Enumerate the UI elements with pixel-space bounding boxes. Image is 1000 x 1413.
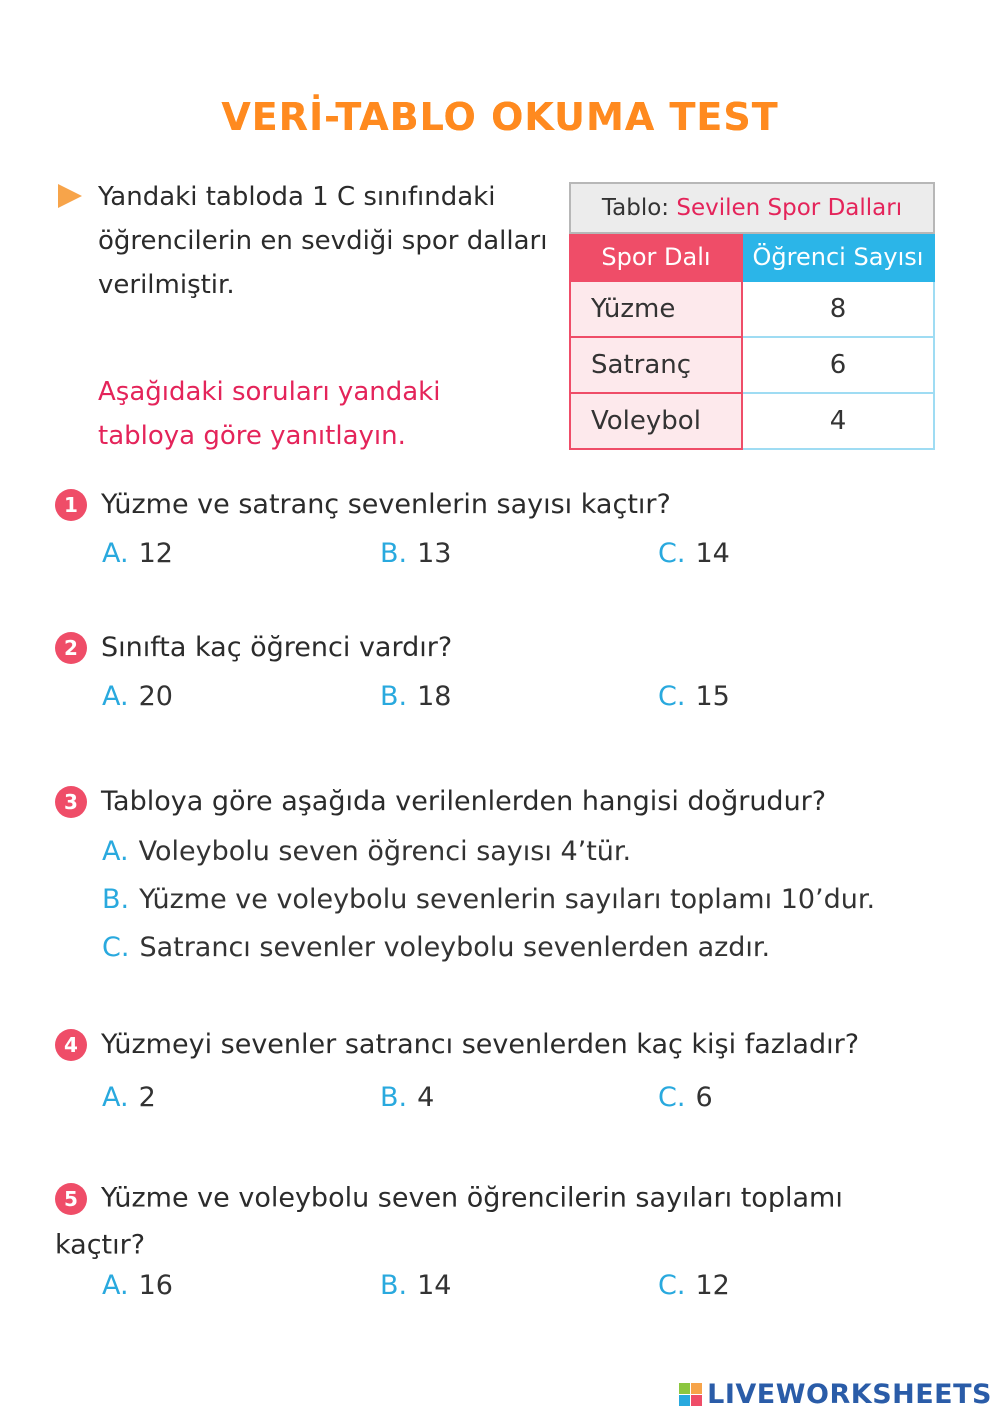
- liveworksheets-logo: [679, 1378, 992, 1408]
- question-number-badge: 2: [55, 632, 87, 664]
- intro-text: Yandaki tabloda 1 C sınıfındaki öğrencilerin en sevdiği spor dalları verilmiştir.: [98, 182, 548, 300]
- table-row: [570, 393, 934, 449]
- option-c[interactable]: C. 12: [658, 1270, 730, 1301]
- table-row: [570, 337, 934, 393]
- table-caption-title: Sevilen Spor Dalları: [676, 195, 903, 221]
- sports-table: [569, 182, 935, 450]
- instruction-text: Aşağıdaki soruları yandaki tabloya göre yanıtlayın.: [98, 377, 441, 451]
- table-cell-count: 4: [742, 393, 934, 449]
- table-cell-sport: Voleybol: [570, 393, 742, 449]
- question-number-badge: 5: [55, 1183, 87, 1215]
- question-4: [55, 1028, 859, 1061]
- option-c[interactable]: C. 14: [658, 538, 730, 569]
- question-2: [55, 631, 452, 664]
- question-3: [55, 785, 826, 818]
- option-c[interactable]: C. Satrancı sevenler voleybolu sevenlerden azdır.: [102, 932, 771, 963]
- option-b[interactable]: B. 18: [380, 681, 452, 712]
- logo-text: LIVEWORKSHEETS: [707, 1379, 992, 1410]
- table-cell-count: 8: [742, 281, 934, 337]
- question-text: Yüzme ve satranç sevenlerin sayısı kaçtır?: [101, 489, 671, 520]
- liveworksheets-logo-icon: [679, 1383, 703, 1407]
- option-b[interactable]: B. Yüzme ve voleybolu sevenlerin sayıları toplamı 10’dur.: [102, 884, 876, 915]
- table-cell-count: 6: [742, 337, 934, 393]
- question-5: [55, 1175, 875, 1268]
- option-b[interactable]: B. 14: [380, 1270, 452, 1301]
- table-header-count: Öğrenci Sayısı: [742, 233, 934, 281]
- option-a[interactable]: A. 12: [102, 538, 173, 569]
- table-caption: [570, 183, 934, 233]
- page-title: VERİ-TABLO OKUMA TEST: [221, 95, 779, 139]
- option-a[interactable]: A. 20: [102, 681, 173, 712]
- question-number-badge: 1: [55, 489, 87, 521]
- option-b[interactable]: B. 4: [380, 1082, 435, 1113]
- option-a[interactable]: A. Voleybolu seven öğrenci sayısı 4’tür.: [102, 836, 632, 867]
- option-b[interactable]: B. 13: [380, 538, 452, 569]
- table-header-sport: Spor Dalı: [570, 233, 742, 281]
- table-row: [570, 281, 934, 337]
- table-caption-prefix: Tablo:: [601, 195, 670, 221]
- table-cell-sport: Satranç: [570, 337, 742, 393]
- question-1: [55, 488, 671, 521]
- question-text: Sınıfta kaç öğrenci vardır?: [101, 632, 453, 663]
- table-cell-sport: Yüzme: [570, 281, 742, 337]
- question-text: Yüzmeyi sevenler satrancı sevenlerden kaç kişi fazladır?: [101, 1029, 860, 1060]
- option-c[interactable]: C. 6: [658, 1082, 713, 1113]
- question-number-badge: 3: [55, 786, 87, 818]
- option-a[interactable]: A. 16: [102, 1270, 173, 1301]
- option-a[interactable]: A. 2: [102, 1082, 156, 1113]
- question-text: Yüzme ve voleybolu seven öğrencilerin sayıları toplamı kaçtır?: [55, 1182, 843, 1260]
- question-number-badge: 4: [55, 1029, 87, 1061]
- option-c[interactable]: C. 15: [658, 681, 730, 712]
- play-arrow-icon: [58, 184, 82, 208]
- question-text: Tabloya göre aşağıda verilenlerden hangisi doğrudur?: [101, 786, 827, 817]
